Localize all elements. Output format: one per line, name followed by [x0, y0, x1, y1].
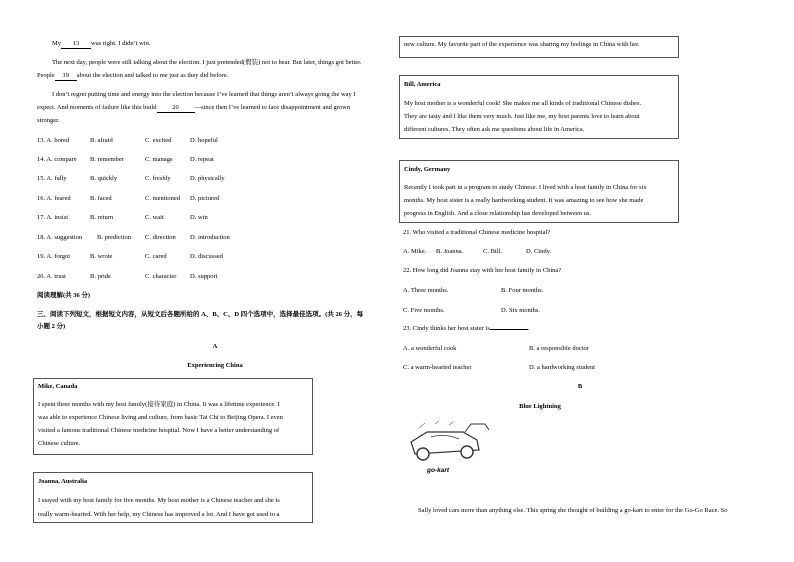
question-23-options-2: C. a warm-hearted teacher D. a hardworking student — [403, 364, 596, 371]
question-22: 22. How long did Joanna stay with her host family in China? — [403, 267, 562, 274]
bill-name: Bill, America — [404, 81, 441, 88]
para-2-line-1: The next day, people were still talking about the election. I just pretended(假装) not to hear. But later, things got better. — [52, 59, 362, 66]
question-21: 21. Who visited a traditional Chinese medicine hospital? — [403, 229, 551, 236]
para-3-line-2: expect. And moments of failure like this build 20 —since then I’ve learned to face disappointment and grown — [37, 104, 351, 111]
section-3-instructions-line-1: 三、阅读下列短文，根据短文内容，从短文后各题所给的 A、B、C、D 四个选项中，选择最佳选项。(共 26 分，每 — [37, 311, 364, 318]
bill-line-1: My host mother is a wonderful cook! She makes me all kinds of traditional Chinese dishes. — [404, 100, 642, 107]
question-16: 16. A. feared B. faced C. mentioned D. pictured — [37, 195, 220, 202]
mike-line-2: was able to experience Chinese living and culture, from basic Tai Chi to Beijing Opera. I even — [38, 414, 283, 421]
cindy-box — [399, 160, 679, 223]
question-17: 17. A. insist B. return C. wait D. win — [37, 214, 208, 221]
question-22-options-2: C. Five months. D. Six months. — [403, 307, 541, 314]
para-2-line-2: People 19 about the election and talked to me just as they did before. — [37, 72, 229, 79]
para-1: My 13 was right. I didn’t win. — [52, 40, 151, 47]
joanna-line-1: I stayed with my host family for five months. My host mother is a Chinese teacher and she is — [38, 497, 280, 504]
joanna-line-3: new culture. My favorite part of the experience was sharing my feelings in China with her. — [404, 41, 640, 48]
joanna-box-continued — [399, 36, 679, 58]
passage-b-first-line: Sally loved cars more than anything else. This spring she thought of building a go-kart to enter for the Go-Go Race. So — [418, 507, 728, 514]
question-22-options-1: A. Three months. B. Four months. — [403, 287, 544, 294]
cindy-line-3: progress in English. And a close relationship has developed between us. — [404, 210, 592, 217]
passage-a-title: Experiencing China — [187, 362, 243, 369]
blank-19: 19 — [55, 72, 77, 81]
mike-line-1: I spent three months with my host family(接待家庭) in China. It was a lifetime experience. I — [38, 401, 280, 408]
para-3-line-3: stronger. — [37, 117, 60, 124]
question-13: 13. A. bored B. afraid C. excited D. hopeful — [37, 137, 218, 144]
bill-box — [399, 75, 679, 139]
cindy-line-2: months. My host sister is a really hardworking student. It was amazing to see how she made — [404, 197, 644, 204]
joanna-box — [33, 472, 313, 523]
question-15: 15. A. fully B. quickly C. freshly D. physically — [37, 175, 225, 182]
go-kart-image — [405, 420, 495, 478]
question-23: 23. Cindy thinks her host sister is . — [403, 325, 530, 332]
question-19: 19. A. forgot B. wrote C. cared D. discussed — [37, 253, 223, 260]
cindy-line-1: Recently I took part in a program to study Chinese. I lived with a host family in China for six — [404, 184, 647, 191]
question-21-options: A. Mike. B. Joanna. C. Bill. D. Cindy. — [403, 248, 552, 255]
question-23-options-1: A. a wonderful cook B. a responsible doctor — [403, 345, 589, 352]
bill-line-2: They are tasty and I like them very much. Just like me, my host parents love to learn about — [404, 113, 640, 120]
blank-23 — [490, 329, 528, 330]
mike-line-4: Chinese culture. — [38, 440, 81, 447]
bill-line-3: different cultures. They often ask me questions about life in America. — [404, 126, 585, 133]
question-18: 18. A. suggestion B. prediction C. direction D. introduction — [37, 234, 230, 241]
mike-line-3: visited a famous traditional Chinese medicine hospital. Now I have a better understanding of — [38, 427, 280, 434]
section-3-instructions-line-2: 小题 2 分) — [37, 323, 66, 330]
question-20: 20. A. trust B. pride C. character D. support — [37, 273, 218, 280]
passage-a-letter: A — [212, 343, 218, 350]
joanna-line-2: really warm-hearted. With her help, my Chinese has improved a lot. And I have got used to a — [38, 511, 280, 518]
reading-header: 阅读理解(共 36 分) — [37, 292, 91, 299]
passage-b-letter: B — [577, 383, 583, 390]
go-kart-caption: go-kart — [427, 467, 450, 474]
question-14: 14. A. compare B. remember C. manage D. repeat — [37, 156, 214, 163]
passage-b-title: Blue Lightning — [519, 403, 561, 410]
mike-name: Mike, Canada — [38, 383, 78, 390]
joanna-name: Joanna, Australia — [38, 478, 88, 485]
blank-20: 20 — [157, 104, 195, 113]
go-kart-drawing — [405, 420, 495, 468]
cindy-name: Cindy, Germany — [404, 166, 451, 173]
mike-box — [33, 378, 313, 455]
para-3-line-1: I don’t regret putting time and energy into the election because I’ve learned that things aren’t always going the way I — [52, 91, 356, 98]
blank-13: 13 — [61, 40, 91, 49]
